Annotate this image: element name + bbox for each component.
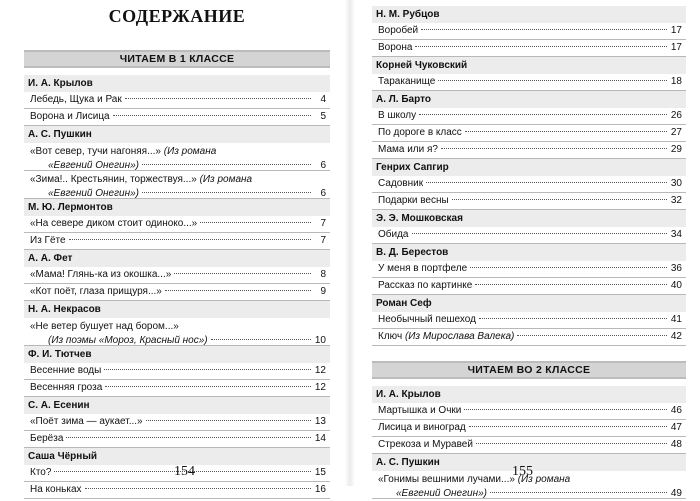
author-heading: Корней Чуковский bbox=[372, 57, 686, 74]
author-heading: С. А. Есенин bbox=[24, 397, 330, 414]
toc-entry[interactable] bbox=[24, 380, 330, 397]
dot-leader bbox=[452, 199, 667, 200]
entry-title: «Вот север, тучи нагоняя...» bbox=[30, 146, 161, 157]
author-heading: М. Ю. Лермонтов bbox=[24, 199, 330, 216]
toc-list-left bbox=[24, 50, 330, 499]
toc-entry[interactable] bbox=[372, 142, 686, 159]
entry-title: «Гонимы вешними лучами...» bbox=[378, 474, 515, 485]
entry-title: Мартышка и Очки bbox=[378, 405, 462, 416]
entry-title: У меня в портфеле bbox=[378, 263, 468, 274]
entry-title: Берёза bbox=[30, 433, 64, 444]
entry-title: Из Гёте bbox=[30, 235, 66, 246]
toc-entry[interactable] bbox=[372, 420, 686, 437]
dot-leader bbox=[476, 443, 667, 444]
entry-note: «Евгений Онегин») bbox=[48, 160, 139, 171]
dot-leader bbox=[517, 335, 667, 336]
entry-title: Подарки весны bbox=[378, 195, 449, 206]
page-number: 27 bbox=[670, 127, 682, 138]
right-page bbox=[372, 0, 686, 499]
entry-note: (Из романа bbox=[163, 146, 217, 157]
dot-leader bbox=[441, 148, 667, 149]
dot-leader bbox=[419, 114, 667, 115]
page-number: 7 bbox=[320, 235, 326, 246]
toc-entry[interactable] bbox=[24, 233, 330, 250]
left-page bbox=[24, 0, 330, 495]
entry-title: «Кот поёт, глаза прищуря...» bbox=[30, 286, 162, 297]
section-heading: ЧИТАЕМ В 1 КЛАССЕ bbox=[24, 50, 330, 68]
dot-leader bbox=[469, 426, 667, 427]
entry-title: Ворона и Лисица bbox=[30, 111, 110, 122]
toc-entry[interactable] bbox=[24, 414, 330, 431]
author-heading: Н. М. Рубцов bbox=[372, 6, 686, 23]
entry-title: Ключ bbox=[378, 331, 403, 342]
page-number: 26 bbox=[670, 110, 682, 121]
page-number: 48 bbox=[670, 439, 682, 450]
entry-title: Лисица и виноград bbox=[378, 422, 466, 433]
dot-leader bbox=[426, 182, 667, 183]
dot-leader bbox=[142, 192, 311, 193]
toc-entry[interactable] bbox=[24, 216, 330, 233]
dot-leader bbox=[146, 420, 311, 421]
dot-leader bbox=[85, 488, 312, 489]
page-number: 17 bbox=[670, 42, 682, 53]
toc-entry[interactable] bbox=[372, 108, 686, 125]
toc-entry[interactable] bbox=[372, 437, 686, 454]
page-number: 9 bbox=[320, 286, 326, 297]
page-number: 15 bbox=[314, 467, 326, 478]
dot-leader bbox=[415, 46, 667, 47]
page-number: 36 bbox=[670, 263, 682, 274]
page-number: 6 bbox=[320, 160, 326, 171]
entry-title: Мама или я? bbox=[378, 144, 438, 155]
entry-title: На коньках bbox=[30, 484, 82, 495]
dot-leader bbox=[174, 273, 311, 274]
entry-title: «Не ветер бушует над бором...» bbox=[30, 321, 179, 332]
toc-entry[interactable] bbox=[372, 23, 686, 40]
author-heading: А. Л. Барто bbox=[372, 91, 686, 108]
page-number: 7 bbox=[320, 218, 326, 229]
toc-entry[interactable] bbox=[372, 312, 686, 329]
toc-entry[interactable] bbox=[372, 227, 686, 244]
toc-entry[interactable] bbox=[372, 403, 686, 420]
toc-entry[interactable] bbox=[372, 193, 686, 210]
page-number: 41 bbox=[670, 314, 682, 325]
page-number-footer: 154 bbox=[174, 464, 195, 479]
entry-title: Ворона bbox=[378, 42, 413, 53]
dot-leader bbox=[113, 115, 311, 116]
entry-note: (Из Мирослава Валека) bbox=[404, 331, 515, 342]
author-heading: Генрих Сапгир bbox=[372, 159, 686, 176]
entry-title: Весенние воды bbox=[30, 365, 102, 376]
page-number: 6 bbox=[320, 188, 326, 199]
entry-title: Стрекоза и Муравей bbox=[378, 439, 473, 450]
author-heading: Н. А. Некрасов bbox=[24, 301, 330, 318]
toc-entry[interactable] bbox=[372, 261, 686, 278]
toc-entry[interactable] bbox=[24, 318, 330, 346]
toc-entry[interactable] bbox=[372, 74, 686, 91]
page-number: 30 bbox=[670, 178, 682, 189]
toc-entry[interactable] bbox=[24, 267, 330, 284]
author-heading: В. Д. Берестов bbox=[372, 244, 686, 261]
dot-leader bbox=[475, 284, 667, 285]
entry-title: Весенняя гроза bbox=[30, 382, 103, 393]
dot-leader bbox=[479, 318, 667, 319]
dot-leader bbox=[105, 386, 311, 387]
page-number: 17 bbox=[670, 25, 682, 36]
author-heading: Роман Сеф bbox=[372, 295, 686, 312]
toc-entry[interactable] bbox=[24, 109, 330, 126]
page-number: 16 bbox=[314, 484, 326, 495]
toc-entry[interactable] bbox=[372, 125, 686, 142]
page-number: 5 bbox=[320, 111, 326, 122]
dot-leader bbox=[69, 239, 311, 240]
book-gutter bbox=[345, 0, 355, 486]
dot-leader bbox=[490, 492, 667, 493]
page-number: 10 bbox=[314, 335, 326, 346]
toc-entry[interactable] bbox=[372, 329, 686, 346]
author-heading: И. А. Крылов bbox=[372, 386, 686, 403]
entry-note: (Из романа bbox=[517, 474, 571, 485]
entry-title: В школу bbox=[378, 110, 417, 121]
author-heading: И. А. Крылов bbox=[24, 75, 330, 92]
author-heading: А. С. Пушкин bbox=[24, 126, 330, 143]
dot-leader bbox=[211, 339, 311, 340]
toc-entry[interactable] bbox=[24, 482, 330, 499]
page-number: 4 bbox=[320, 94, 326, 105]
page-number: 12 bbox=[314, 365, 326, 376]
page-number: 12 bbox=[314, 382, 326, 393]
page-number: 8 bbox=[320, 269, 326, 280]
entry-title: Садовник bbox=[378, 178, 424, 189]
page-number: 34 bbox=[670, 229, 682, 240]
dot-leader bbox=[165, 290, 311, 291]
author-heading: Ф. И. Тютчев bbox=[24, 346, 330, 363]
section-heading: ЧИТАЕМ ВО 2 КЛАССЕ bbox=[372, 361, 686, 379]
author-heading: А. С. Пушкин bbox=[372, 454, 686, 471]
toc-entry[interactable] bbox=[24, 143, 330, 171]
entry-note: (Из поэмы «Мороз, Красный нос») bbox=[48, 335, 208, 346]
author-heading: А. А. Фет bbox=[24, 250, 330, 267]
page-title: СОДЕРЖАНИЕ bbox=[108, 6, 246, 26]
toc-entry[interactable] bbox=[24, 431, 330, 448]
dot-leader bbox=[66, 437, 311, 438]
entry-title: Кто? bbox=[30, 467, 52, 478]
dot-leader bbox=[470, 267, 667, 268]
entry-title: Необычный пешеход bbox=[378, 314, 476, 325]
entry-note: (Из романа bbox=[199, 174, 253, 185]
entry-title: Обида bbox=[378, 229, 409, 240]
page-number: 42 bbox=[670, 331, 682, 342]
dot-leader bbox=[464, 409, 667, 410]
page-number: 46 bbox=[670, 405, 682, 416]
dot-leader bbox=[465, 131, 667, 132]
entry-title: «Мама! Глянь-ка из окошка...» bbox=[30, 269, 172, 280]
entry-note: «Евгений Онегин») bbox=[396, 488, 487, 499]
toc-entry[interactable] bbox=[372, 40, 686, 57]
page-number: 29 bbox=[670, 144, 682, 155]
toc-entry[interactable] bbox=[24, 171, 330, 199]
page-number-footer: 155 bbox=[512, 464, 533, 479]
entry-title: «Зима!.. Крестьянин, торжествуя...» bbox=[30, 174, 197, 185]
entry-title: «Поёт зима — аукает...» bbox=[30, 416, 143, 427]
entry-title: Воробей bbox=[378, 25, 419, 36]
dot-leader bbox=[412, 233, 668, 234]
page-number: 14 bbox=[314, 433, 326, 444]
toc-entry[interactable] bbox=[372, 278, 686, 295]
dot-leader bbox=[421, 29, 667, 30]
toc-entry[interactable] bbox=[24, 92, 330, 109]
page-number: 49 bbox=[670, 488, 682, 499]
toc-entry[interactable] bbox=[24, 363, 330, 380]
entry-note: «Евгений Онегин») bbox=[48, 188, 139, 199]
dot-leader bbox=[142, 164, 311, 165]
entry-title: Рассказ по картинке bbox=[378, 280, 473, 291]
entry-title: «На севере диком стоит одиноко...» bbox=[30, 218, 198, 229]
entry-title: По дороге в класс bbox=[378, 127, 462, 138]
toc-entry[interactable] bbox=[372, 176, 686, 193]
dot-leader bbox=[200, 222, 311, 223]
page-number: 40 bbox=[670, 280, 682, 291]
dot-leader bbox=[104, 369, 311, 370]
page-number: 18 bbox=[670, 76, 682, 87]
author-heading: Саша Чёрный bbox=[24, 448, 330, 465]
toc-entry[interactable] bbox=[24, 284, 330, 301]
entry-title: Лебедь, Щука и Рак bbox=[30, 94, 122, 105]
author-heading: Э. Э. Мошковская bbox=[372, 210, 686, 227]
page-number: 32 bbox=[670, 195, 682, 206]
dot-leader bbox=[438, 80, 667, 81]
dot-leader bbox=[125, 98, 311, 99]
toc-list-right bbox=[372, 6, 686, 499]
entry-title: Тараканище bbox=[378, 76, 436, 87]
page-number: 47 bbox=[670, 422, 682, 433]
page-number: 13 bbox=[314, 416, 326, 427]
